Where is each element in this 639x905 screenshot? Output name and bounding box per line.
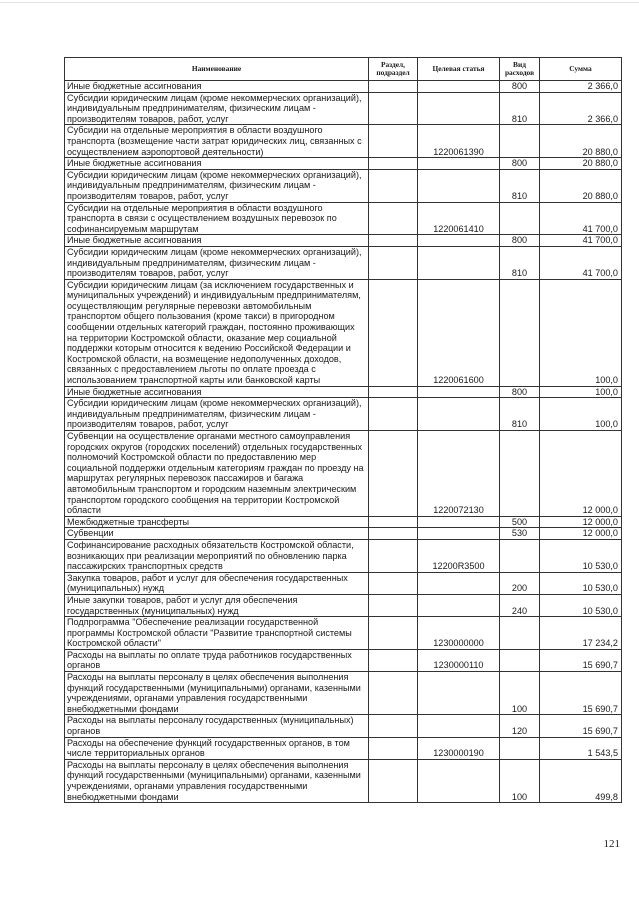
- cell-name: Расходы на выплаты персоналу государственных (муниципальных) органов: [65, 715, 369, 737]
- cell-section: [369, 398, 418, 431]
- table-row: [65, 617, 622, 650]
- cell-amount: 100,0: [540, 398, 622, 431]
- cell-name: Софинансирование расходных обязательств Костромской области, возникающих при реализации мероприятий по обновлению парка пассажирских транспортных средств: [65, 539, 369, 572]
- cell-expense-type: 530: [500, 528, 540, 540]
- cell-expense-type: 100: [500, 672, 540, 715]
- table-row: [65, 169, 622, 202]
- table-row: [65, 539, 622, 572]
- table-row: [65, 737, 622, 759]
- cell-name: Иные бюджетные ассигнования: [65, 386, 369, 398]
- cell-target-article: [418, 516, 500, 528]
- cell-expense-type: 500: [500, 516, 540, 528]
- cell-section: [369, 759, 418, 802]
- cell-target-article: [418, 759, 500, 802]
- table-row: [65, 672, 622, 715]
- cell-section: [369, 246, 418, 279]
- header-section: Раздел, подраздел: [369, 58, 418, 81]
- cell-amount: 2 366,0: [540, 81, 622, 93]
- cell-amount: 100,0: [540, 386, 622, 398]
- cell-expense-type: [500, 431, 540, 517]
- table-row: [65, 398, 622, 431]
- cell-amount: 10 530,0: [540, 594, 622, 616]
- cell-target-article: [418, 398, 500, 431]
- cell-section: [369, 528, 418, 540]
- cell-name: Иные закупки товаров, работ и услуг для обеспечения государственных (муниципальных) нужд: [65, 594, 369, 616]
- cell-amount: 2 366,0: [540, 92, 622, 125]
- cell-expense-type: 800: [500, 158, 540, 170]
- table-row: [65, 158, 622, 170]
- cell-target-article: [418, 572, 500, 594]
- cell-name: Субсидии юридическим лицам (кроме некоммерческих организаций), индивидуальным предпринимателям, физическим лицам - производителям товаров, работ, услуг: [65, 169, 369, 202]
- cell-name: Иные бюджетные ассигнования: [65, 81, 369, 93]
- cell-target-article: [418, 81, 500, 93]
- header-target: Целевая статья: [418, 58, 500, 81]
- cell-expense-type: [500, 649, 540, 671]
- cell-amount: 15 690,7: [540, 672, 622, 715]
- cell-amount: 20 880,0: [540, 125, 622, 158]
- cell-amount: 12 000,0: [540, 528, 622, 540]
- cell-amount: 1 543,5: [540, 737, 622, 759]
- cell-expense-type: 810: [500, 169, 540, 202]
- cell-amount: 15 690,7: [540, 649, 622, 671]
- cell-amount: 12 000,0: [540, 431, 622, 517]
- cell-section: [369, 649, 418, 671]
- cell-target-article: [418, 715, 500, 737]
- cell-expense-type: 810: [500, 246, 540, 279]
- cell-section: [369, 431, 418, 517]
- cell-target-article: 1220061410: [418, 202, 500, 235]
- table-row: [65, 279, 622, 386]
- cell-section: [369, 572, 418, 594]
- table-row: [65, 572, 622, 594]
- cell-name: Подпрограмма "Обеспечение реализации государственной программы Костромской области "Развитие транспортной системы Костромской области": [65, 617, 369, 650]
- cell-section: [369, 617, 418, 650]
- table-row: [65, 92, 622, 125]
- cell-target-article: 1230000190: [418, 737, 500, 759]
- cell-expense-type: 100: [500, 759, 540, 802]
- cell-name: Субсидии юридическим лицам (за исключением государственных и муниципальных учреждений) и индивидуальным предпринимателям, осуществляющим регулярные перевозки автомобильным транспортом общего пользования (кроме такси) в пригородном сообщении отдельных категорий граждан, постоянно проживающих на территории Костромской области, оказание мер социальной поддержки которым относится к ведению Российской Федерации и Костромской области, на возмещение недополученных доходов, связанных с предоставлением льготы по оплате проезда с использованием транспортной карты или банковской карты: [65, 279, 369, 386]
- cell-amount: 10 530,0: [540, 572, 622, 594]
- table-header-row: [65, 58, 622, 81]
- cell-target-article: [418, 386, 500, 398]
- cell-target-article: 12200R3500: [418, 539, 500, 572]
- cell-name: Иные бюджетные ассигнования: [65, 158, 369, 170]
- cell-amount: 20 880,0: [540, 169, 622, 202]
- cell-target-article: [418, 235, 500, 247]
- cell-expense-type: [500, 737, 540, 759]
- cell-expense-type: [500, 279, 540, 386]
- cell-target-article: [418, 672, 500, 715]
- cell-amount: 17 234,2: [540, 617, 622, 650]
- cell-amount: 15 690,7: [540, 715, 622, 737]
- cell-section: [369, 279, 418, 386]
- cell-target-article: [418, 169, 500, 202]
- cell-target-article: 1220061390: [418, 125, 500, 158]
- cell-section: [369, 125, 418, 158]
- cell-name: Субсидии юридическим лицам (кроме некоммерческих организаций), индивидуальным предпринимателям, физическим лицам - производителям товаров, работ, услуг: [65, 92, 369, 125]
- cell-target-article: 1220072130: [418, 431, 500, 517]
- cell-name: Субсидии на отдельные мероприятия в области воздушного транспорта (возмещение части затрат юридических лиц, связанных с осуществлением аэропортовой деятельности): [65, 125, 369, 158]
- cell-target-article: [418, 246, 500, 279]
- cell-expense-type: 800: [500, 386, 540, 398]
- cell-expense-type: [500, 617, 540, 650]
- budget-table: [64, 57, 622, 803]
- table-row: [65, 516, 622, 528]
- cell-name: Субсидии юридическим лицам (кроме некоммерческих организаций), индивидуальным предпринимателям, физическим лицам - производителям товаров, работ, услуг: [65, 246, 369, 279]
- table-row: [65, 235, 622, 247]
- table-row: [65, 528, 622, 540]
- cell-amount: 12 000,0: [540, 516, 622, 528]
- cell-expense-type: [500, 202, 540, 235]
- cell-name: Субсидии на отдельные мероприятия в области воздушного транспорта в связи с осуществлением воздушных перевозок по софинансируемым маршрутам: [65, 202, 369, 235]
- cell-target-article: 1230000000: [418, 617, 500, 650]
- cell-section: [369, 386, 418, 398]
- cell-name: Расходы на обеспечение функций государственных органов, в том числе территориальных органов: [65, 737, 369, 759]
- cell-section: [369, 169, 418, 202]
- cell-expense-type: 800: [500, 81, 540, 93]
- table-row: [65, 81, 622, 93]
- table-row: [65, 386, 622, 398]
- table-row: [65, 125, 622, 158]
- cell-section: [369, 158, 418, 170]
- table-row: [65, 759, 622, 802]
- cell-target-article: 1230000110: [418, 649, 500, 671]
- cell-amount: 10 530,0: [540, 539, 622, 572]
- cell-amount: 41 700,0: [540, 246, 622, 279]
- cell-target-article: [418, 158, 500, 170]
- cell-name: Субвенции на осуществление органами местного самоуправления городских округов (городских поселений) отдельных государственных полномочий Костромской области по предоставлению мер социальной поддержки отдельным категориям граждан по проезду на маршрутах регулярных перевозок пассажиров и багажа автомобильным транспортом и городским наземным электрическим транспортом городского сообщения на территории Костромской области: [65, 431, 369, 517]
- cell-expense-type: 240: [500, 594, 540, 616]
- cell-section: [369, 92, 418, 125]
- page-number: 121: [603, 838, 620, 850]
- cell-section: [369, 516, 418, 528]
- header-type: Вид расходов: [500, 58, 540, 81]
- cell-section: [369, 539, 418, 572]
- cell-name: Межбюджетные трансферты: [65, 516, 369, 528]
- cell-expense-type: 200: [500, 572, 540, 594]
- cell-name: Закупка товаров, работ и услуг для обеспечения государственных (муниципальных) нужд: [65, 572, 369, 594]
- cell-expense-type: [500, 539, 540, 572]
- table-row: [65, 431, 622, 517]
- cell-target-article: [418, 528, 500, 540]
- cell-section: [369, 235, 418, 247]
- table-row: [65, 594, 622, 616]
- cell-name: Расходы на выплаты по оплате труда работников государственных органов: [65, 649, 369, 671]
- cell-name: Субсидии юридическим лицам (кроме некоммерческих организаций), индивидуальным предпринимателям, физическим лицам - производителям товаров, работ, услуг: [65, 398, 369, 431]
- cell-name: Расходы на выплаты персоналу в целях обеспечения выполнения функций государственными (муниципальными) органами, казенными учреждениями, органами управления государственными внебюджетными фондами: [65, 672, 369, 715]
- cell-amount: 100,0: [540, 279, 622, 386]
- cell-section: [369, 737, 418, 759]
- cell-section: [369, 672, 418, 715]
- table-row: [65, 202, 622, 235]
- cell-target-article: [418, 92, 500, 125]
- page-top-edge: [0, 2, 639, 3]
- table-row: [65, 649, 622, 671]
- cell-section: [369, 715, 418, 737]
- cell-expense-type: 800: [500, 235, 540, 247]
- cell-name: Иные бюджетные ассигнования: [65, 235, 369, 247]
- cell-expense-type: [500, 125, 540, 158]
- cell-amount: 41 700,0: [540, 235, 622, 247]
- cell-section: [369, 594, 418, 616]
- cell-section: [369, 81, 418, 93]
- cell-target-article: 1220061600: [418, 279, 500, 386]
- table-row: [65, 246, 622, 279]
- cell-expense-type: 810: [500, 92, 540, 125]
- cell-expense-type: 810: [500, 398, 540, 431]
- cell-amount: 20 880,0: [540, 158, 622, 170]
- cell-amount: 41 700,0: [540, 202, 622, 235]
- cell-name: Субвенции: [65, 528, 369, 540]
- table-body: [65, 81, 622, 803]
- cell-name: Расходы на выплаты персоналу в целях обеспечения выполнения функций государственными (муниципальными) органами, казенными учреждениями, органами управления государственными внебюджетными фондами: [65, 759, 369, 802]
- cell-section: [369, 202, 418, 235]
- table-row: [65, 715, 622, 737]
- cell-target-article: [418, 594, 500, 616]
- header-name: Наименование: [65, 58, 369, 81]
- cell-expense-type: 120: [500, 715, 540, 737]
- header-amount: Сумма: [540, 58, 622, 81]
- cell-amount: 499,8: [540, 759, 622, 802]
